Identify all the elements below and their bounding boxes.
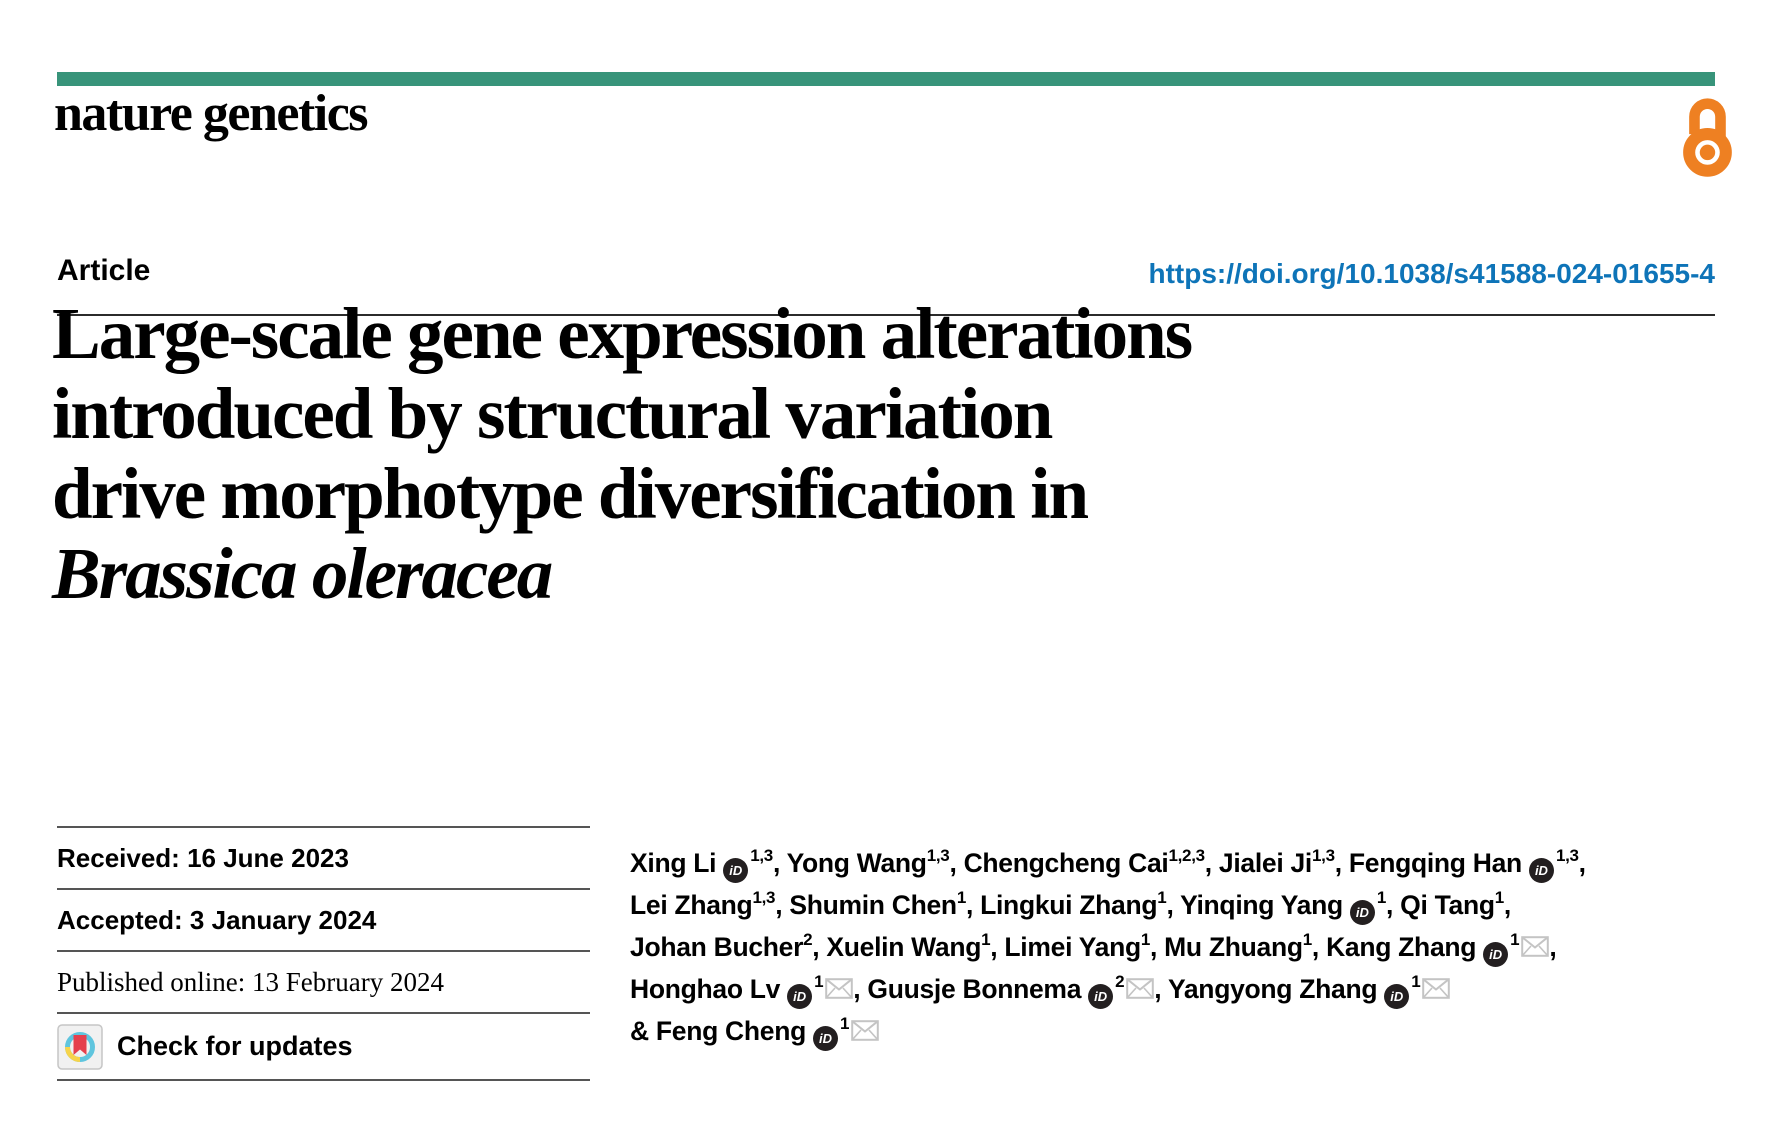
author-separator: , (1334, 847, 1349, 878)
divider (57, 1079, 590, 1081)
crossmark-icon (57, 1024, 103, 1070)
author-separator: , (775, 889, 790, 920)
author-name: Xuelin Wang (826, 931, 982, 962)
affiliation-superscript: 1 (814, 972, 824, 991)
author-name: & Feng Cheng (630, 1015, 806, 1046)
author-separator: , (853, 973, 868, 1004)
orcid-icon[interactable]: iD (1529, 858, 1554, 883)
author-line (630, 836, 1740, 878)
author-name: Lei Zhang (630, 889, 753, 920)
author-separator: , (1503, 889, 1511, 920)
author-separator: , (1204, 847, 1219, 878)
author-name: Shumin Chen (789, 889, 957, 920)
email-icon[interactable] (851, 1011, 879, 1053)
author-separator: , (949, 847, 964, 878)
affiliation-superscript: 1 (840, 1014, 850, 1033)
affiliation-superscript: 1 (1302, 930, 1312, 949)
author-name: Qi Tang (1400, 889, 1495, 920)
author-separator: , (772, 847, 787, 878)
accepted-date: Accepted: 3 January 2024 (57, 904, 377, 935)
author-separator: , (1386, 889, 1401, 920)
affiliation-superscript: 2 (1115, 972, 1125, 991)
author-name: Yangyong Zhang (1167, 973, 1378, 1004)
author-separator: , (1150, 931, 1165, 962)
affiliation-superscript: 1,3 (926, 846, 950, 865)
received-date: Received: 16 June 2023 (57, 842, 349, 873)
author-name: Honghao Lv (630, 973, 781, 1004)
author-name: Chengcheng Cai (963, 847, 1169, 878)
affiliation-superscript: 1,3 (752, 888, 776, 907)
author-line (630, 878, 1740, 920)
affiliation-superscript: 1,2,3 (1168, 846, 1205, 865)
author-separator: , (1166, 889, 1181, 920)
orcid-icon[interactable]: iD (723, 858, 748, 883)
author-name: Limei Yang (1004, 931, 1141, 962)
affiliation-superscript: 1 (1376, 888, 1387, 907)
published-online-date: Published online: 13 February 2024 (57, 966, 444, 997)
paper-title (52, 294, 1191, 614)
article-history (57, 826, 590, 1081)
author-separator: , (1154, 973, 1168, 1004)
open-access-icon (1680, 92, 1734, 185)
orcid-icon[interactable]: iD (1384, 984, 1409, 1009)
author-name: Xing Li (630, 847, 717, 878)
author-name: Johan Bucher (630, 931, 804, 962)
affiliation-superscript: 1,3 (750, 846, 773, 865)
author-separator: , (965, 889, 981, 920)
affiliation-superscript: 1 (1494, 888, 1504, 907)
author-list (630, 836, 1740, 1046)
title-line-2: introduced by structural variation (52, 373, 1052, 454)
author-line (630, 1004, 1740, 1046)
author-separator: , (1549, 931, 1557, 962)
author-line (630, 920, 1740, 962)
affiliation-superscript: 1 (956, 888, 966, 907)
email-icon[interactable] (1521, 927, 1549, 969)
orcid-icon[interactable]: iD (813, 1026, 838, 1051)
affiliation-superscript: 1 (1140, 930, 1151, 949)
author-name: Fengqing Han (1348, 847, 1522, 878)
email-icon[interactable] (1126, 969, 1154, 1011)
author-name: Yinqing Yang (1180, 889, 1343, 920)
affiliation-superscript: 2 (803, 930, 813, 949)
author-name: Jialei Ji (1218, 847, 1312, 878)
author-name: Mu Zhuang (1164, 931, 1303, 962)
author-name: Kang Zhang (1326, 931, 1477, 962)
author-separator: , (812, 931, 827, 962)
journal-logo: nature genetics (54, 85, 368, 142)
author-line (630, 962, 1740, 1004)
doi-link[interactable]: https://doi.org/10.1038/s41588-024-01655-4 (1148, 258, 1715, 289)
affiliation-superscript: 1 (1411, 972, 1421, 991)
article-type-label: Article (57, 254, 151, 287)
author-separator: , (1311, 931, 1327, 962)
author-name: Lingkui Zhang (980, 889, 1158, 920)
orcid-icon[interactable]: iD (787, 984, 812, 1009)
author-separator: , (1578, 847, 1586, 878)
affiliation-superscript: 1 (1157, 888, 1167, 907)
check-for-updates-button[interactable] (57, 1014, 590, 1079)
affiliation-superscript: 1 (981, 930, 991, 949)
affiliation-superscript: 1 (1510, 930, 1520, 949)
title-line-4-species: Brassica oleracea (52, 533, 552, 614)
orcid-icon[interactable]: iD (1350, 900, 1375, 925)
orcid-icon[interactable]: iD (1088, 984, 1113, 1009)
check-for-updates-label: Check for updates (117, 1031, 353, 1061)
title-line-3: drive morphotype diversification in (52, 453, 1088, 534)
affiliation-superscript: 1,3 (1555, 846, 1579, 865)
email-icon[interactable] (1422, 969, 1450, 1011)
orcid-icon[interactable]: iD (1483, 942, 1508, 967)
author-name: Yong Wang (786, 847, 927, 878)
author-name: Guusje Bonnema (867, 973, 1082, 1004)
author-separator: , (990, 931, 1005, 962)
title-line-1: Large-scale gene expression alterations (52, 293, 1192, 374)
affiliation-superscript: 1,3 (1312, 846, 1335, 865)
